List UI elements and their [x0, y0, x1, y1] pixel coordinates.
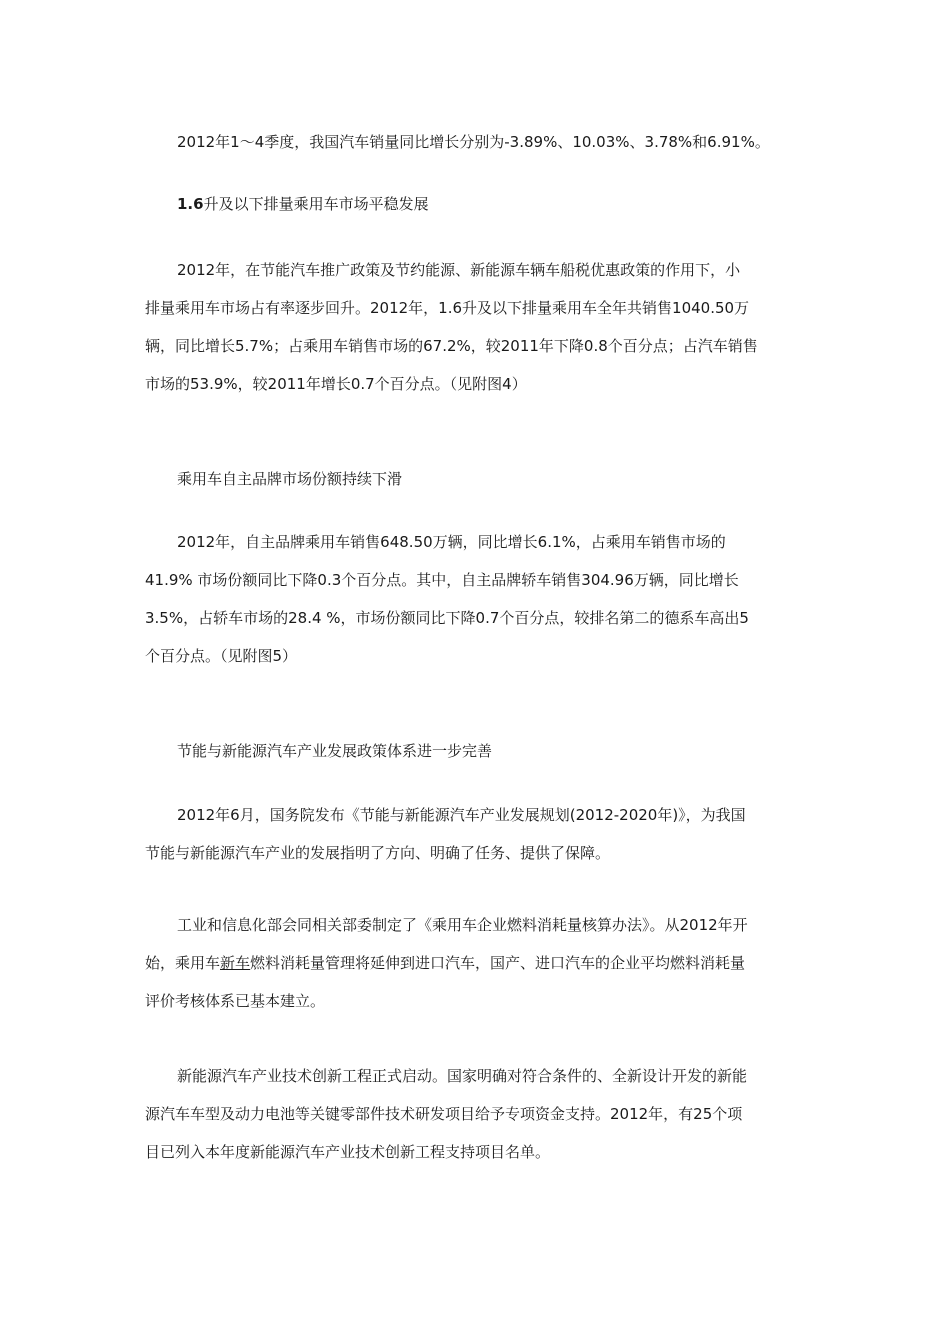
text-line: 2012年1～4季度，我国汽车销量同比增长分别为-3.89%、10.03%、3.78%和6.91%。 [177, 133, 770, 151]
paragraph-innovation-project [145, 1057, 807, 1171]
text-line: 新能源汽车产业技术创新工程正式启动。国家明确对符合条件的、全新设计开发的新能 [177, 1067, 748, 1085]
text-line: 2012年，自主品牌乘用车销售648.50万辆，同比增长6.1%，占乘用车销售市场的 [177, 533, 726, 551]
paragraph-small-displacement [145, 251, 807, 403]
text-line: 2012年，在节能汽车推广政策及节约能源、新能源车辆车船税优惠政策的作用下，小 [177, 261, 741, 279]
text-line: 个百分点。（见附图5） [145, 647, 298, 665]
new-car-link[interactable]: 新车 [220, 954, 251, 972]
text-line: 节能与新能源汽车产业的发展指明了方向、明确了任务、提供了保障。 [145, 844, 611, 862]
paragraph-domestic-brands [145, 523, 807, 675]
heading-new-energy-policy: 节能与新能源汽车产业发展政策体系进一步完善 [177, 742, 493, 760]
text-segment: 始，乘用车 [145, 954, 221, 972]
heading-small-displacement [177, 185, 429, 223]
text-line: 源汽车车型及动力电池等关键零部件技术研发项目给予专项资金支持。2012年，有25个项 [145, 1105, 743, 1123]
heading-domestic-brands: 乘用车自主品牌市场份额持续下滑 [177, 470, 403, 488]
heading-number: 1.6 [177, 195, 204, 213]
text-line: 目已列入本年度新能源汽车产业技术创新工程支持项目名单。 [145, 1143, 551, 1161]
text-line: 排量乘用车市场占有率逐步回升。2012年，1.6升及以下排量乘用车全年共销售1040.50万 [145, 299, 750, 317]
text-line: 2012年6月，国务院发布《节能与新能源汽车产业发展规划(2012-2020年)》，为我国 [177, 806, 746, 824]
paragraph-quarterly-growth [145, 123, 807, 161]
text-line: 市场的53.9%，较2011年增长0.7个百分点。（见附图4） [145, 375, 527, 393]
text-line [145, 944, 807, 982]
paragraph-state-council-plan [145, 796, 807, 872]
text-line: 41.9% 市场份额同比下降0.3个百分点。其中，自主品牌轿车销售304.96万辆，同比增长 [145, 571, 739, 589]
text-segment: 燃料消耗量管理将延伸到进口汽车，国产、进口汽车的企业平均燃料消耗量 [250, 954, 746, 972]
text-line: 辆，同比增长5.7%；占乘用车销售市场的67.2%，较2011年下降0.8个百分点；占汽车销售 [145, 337, 758, 355]
paragraph-fuel-consumption [145, 906, 807, 1020]
text-line: 3.5%，占轿车市场的28.4 %，市场份额同比下降0.7个百分点，较排名第二的德系车高出5 [145, 609, 749, 627]
heading-text: 升及以下排量乘用车市场平稳发展 [203, 195, 429, 213]
text-line: 工业和信息化部会同相关部委制定了《乘用车企业燃料消耗量核算办法》。从2012年开 [177, 916, 748, 934]
text-line: 评价考核体系已基本建立。 [145, 992, 326, 1010]
